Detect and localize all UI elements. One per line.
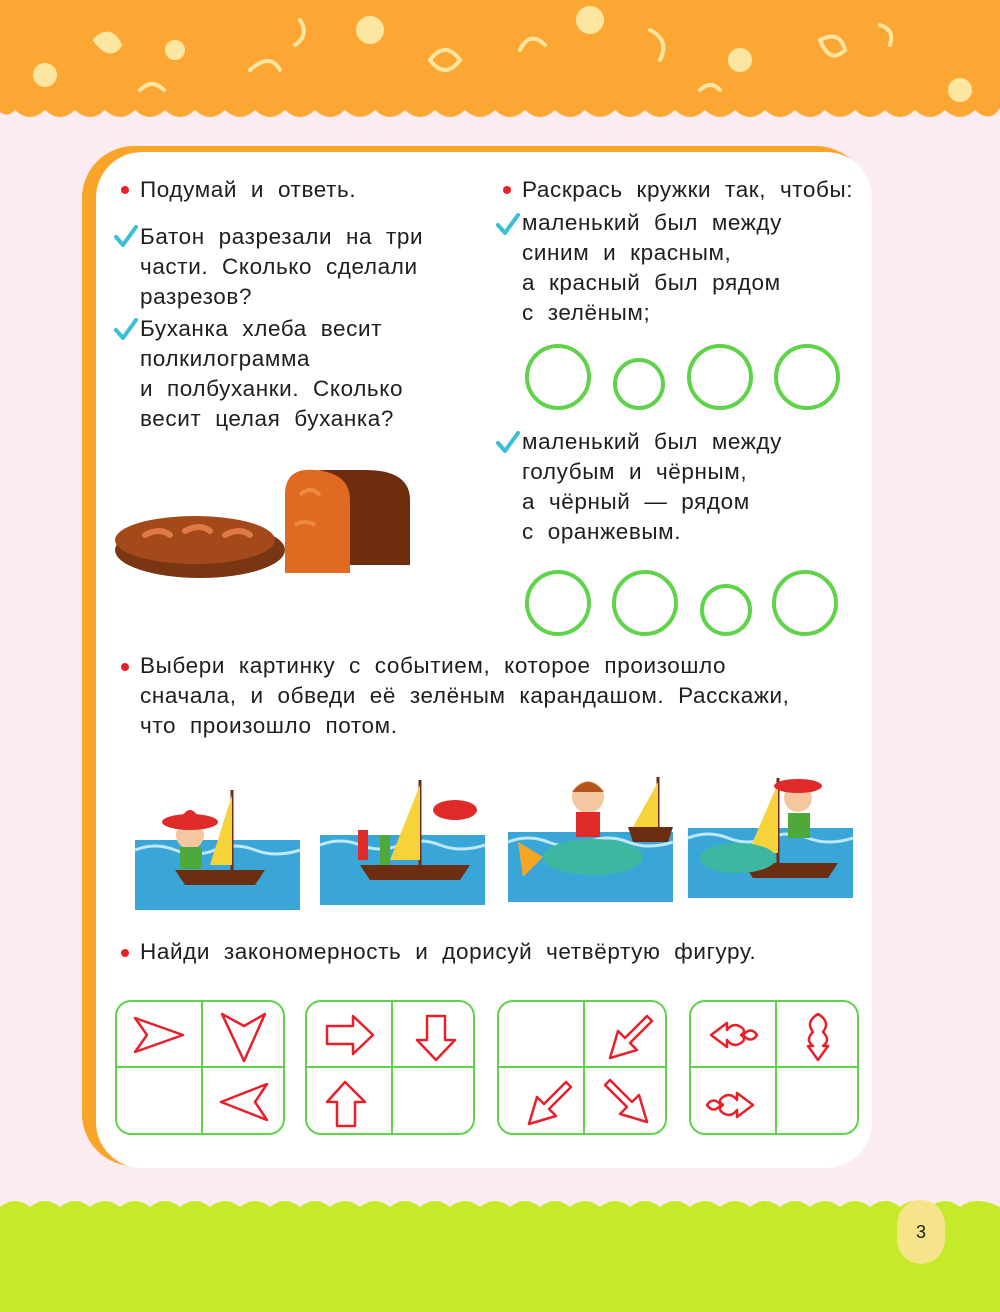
bullet-dot bbox=[121, 663, 129, 671]
pattern-grid-3 bbox=[497, 1000, 667, 1135]
task1-heading: Подумай и ответь. bbox=[140, 177, 357, 202]
header-banner bbox=[0, 0, 1000, 150]
pattern-grid-4 bbox=[689, 1000, 859, 1135]
circle bbox=[527, 572, 589, 634]
circles-row-1 bbox=[515, 335, 855, 425]
task1-question1-line2: части. Сколько сделали bbox=[140, 254, 418, 279]
circle bbox=[774, 572, 836, 634]
pattern-grid-1 bbox=[115, 1000, 285, 1135]
checkmark-icon bbox=[114, 225, 138, 247]
circle-small bbox=[615, 360, 663, 408]
task2-a-line2: синим и красным, bbox=[522, 240, 732, 265]
checkmark-icon bbox=[496, 213, 520, 235]
circle-small bbox=[702, 586, 750, 634]
circles-row-2 bbox=[515, 560, 855, 650]
story-picture-boy-falls[interactable] bbox=[320, 775, 485, 905]
task1-question2-line2: полкилограмма bbox=[140, 346, 311, 371]
task2-a-line1: маленький был между bbox=[522, 210, 783, 235]
circle bbox=[776, 346, 838, 408]
circle bbox=[614, 572, 676, 634]
bread-illustration bbox=[110, 455, 430, 585]
task1-question2-line1: Буханка хлеба весит bbox=[140, 316, 383, 341]
task3-line2: сначала, и обведи её зелёным карандашом. Расскажи, bbox=[140, 683, 790, 708]
bullet-dot bbox=[121, 186, 129, 194]
task2-b-line2: голубым и чёрным, bbox=[522, 459, 748, 484]
bullet-dot bbox=[121, 949, 129, 957]
circle bbox=[689, 346, 751, 408]
task4-heading: Найди закономерность и дорисуй четвёртую фигуру. bbox=[140, 939, 757, 964]
task2-a-line4: с зелёным; bbox=[522, 300, 651, 325]
bullet-dot bbox=[503, 186, 511, 194]
checkmark-icon bbox=[114, 318, 138, 340]
page-number: 3 bbox=[897, 1200, 945, 1264]
footer-banner bbox=[0, 1195, 1000, 1312]
task3-line3: что произошло потом. bbox=[140, 713, 398, 738]
task3-line1: Выбери картинку с событием, которое произошло bbox=[140, 653, 727, 678]
task1-question2-line4: весит целая буханка? bbox=[140, 406, 395, 431]
story-picture-boy-on-boat[interactable] bbox=[135, 780, 300, 910]
story-picture-boy-back-on-boat[interactable] bbox=[688, 768, 853, 898]
task2-b-line4: с оранжевым. bbox=[522, 519, 682, 544]
task2-b-line1: маленький был между bbox=[522, 429, 783, 454]
story-picture-boy-on-fish[interactable] bbox=[508, 772, 673, 902]
task1-question1-line3: разрезов? bbox=[140, 284, 253, 309]
task1-question1-line1: Батон разрезали на три bbox=[140, 224, 424, 249]
circle bbox=[527, 346, 589, 408]
task2-a-line3: а красный был рядом bbox=[522, 270, 781, 295]
task2-b-line3: а чёрный — рядом bbox=[522, 489, 750, 514]
checkmark-icon bbox=[496, 431, 520, 453]
pattern-grid-2 bbox=[305, 1000, 475, 1135]
task1-question2-line3: и полбуханки. Сколько bbox=[140, 376, 404, 401]
task2-heading: Раскрась кружки так, чтобы: bbox=[522, 177, 854, 202]
